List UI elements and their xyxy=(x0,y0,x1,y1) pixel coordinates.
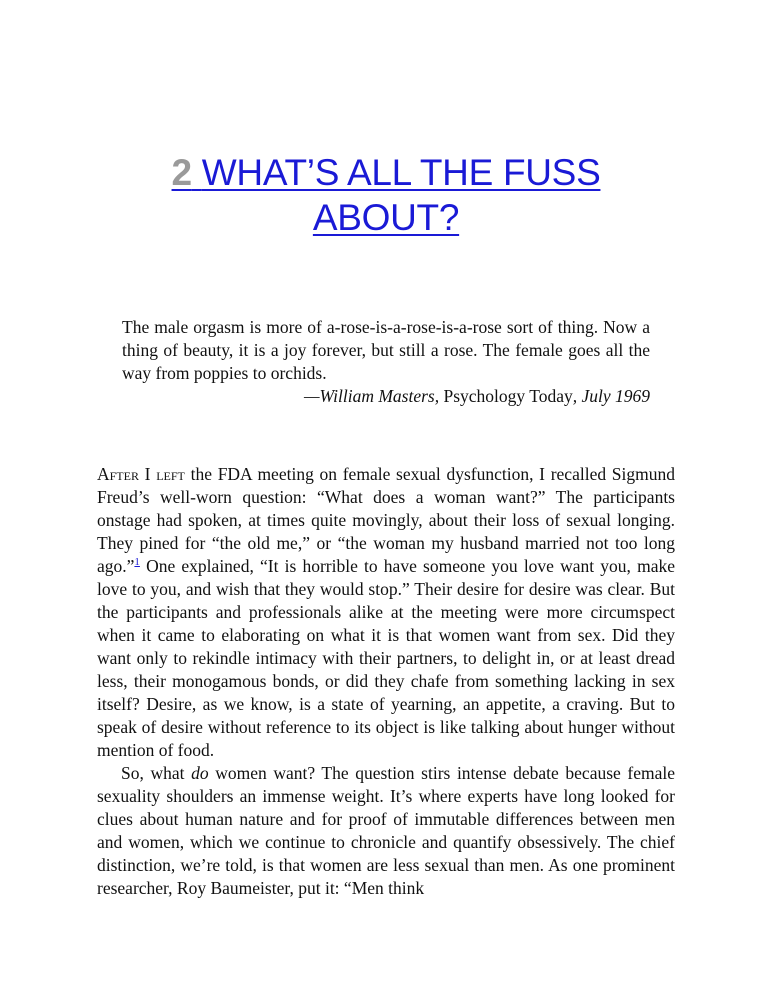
chapter-body xyxy=(97,463,675,900)
paragraph-2-emphasis: do xyxy=(191,763,209,783)
chapter-title-line1: WHAT’S ALL THE FUSS xyxy=(201,152,601,193)
footnote-ref-1[interactable]: 1 xyxy=(134,556,140,569)
paragraph-1-lead: After I left xyxy=(97,464,185,484)
paragraph-2 xyxy=(97,762,675,900)
paragraph-1-text-b: One explained, “It is horrible to have someone you love want you, make love to you, and wish that they would stop.” Their desire for desire was clear. But the participants and professionals alike at the meeting were more circumspect when it came to elaborating on what it is that women want from sex. Did they want only to rekindle intimacy with their partners, to delight in, or at least dread less, their monogamous bonds, or did they chafe from something lacking in sex itself? Desire, as we know, is a state of yearning, an appetite, a craving. But to speak of desire without reference to its object is like talking about hunger without mention of food. xyxy=(97,556,675,760)
paragraph-2-text-b: women want? The question stirs intense debate because female sexuality shoulders an immense weight. It’s where experts have long looked for clues about human nature and for proof of immutable differences between men and women, which we continue to chronicle and quantify obsessively. The chief distinction, we’re told, is that women are less sexual than men. As one prominent researcher, Roy Baumeister, put it: “Men think xyxy=(97,763,676,898)
paragraph-1-text-a: the FDA meeting on female sexual dysfunction, I recalled Sigmund Freud’s well-worn question: “What does a woman want?” The participants onstage had spoken, at times quite movingly, about their loss of sexual longing. They pined for “the old me,” or “the woman my husband married not too long ago.” xyxy=(97,464,676,576)
epigraph-author: —William Masters, xyxy=(303,386,440,406)
paragraph-1 xyxy=(97,463,675,762)
chapter-title xyxy=(96,150,676,240)
epigraph-source: Psychology Today xyxy=(443,386,573,406)
paragraph-2-text-a: So, what xyxy=(121,763,192,783)
chapter-number: 2 xyxy=(171,152,192,193)
epigraph-attribution xyxy=(122,385,650,408)
chapter-title-line2: ABOUT? xyxy=(312,197,460,238)
chapter-title-link[interactable] xyxy=(172,152,601,238)
epigraph-quote: The male orgasm is more of a-rose-is-a-rose-is-a-rose sort of thing. Now a thing of beauty, it is a joy forever, but still a rose. The female goes all the way from poppies to orchids. xyxy=(122,317,650,383)
epigraph-date: , July 1969 xyxy=(572,386,650,406)
epigraph xyxy=(122,316,650,408)
